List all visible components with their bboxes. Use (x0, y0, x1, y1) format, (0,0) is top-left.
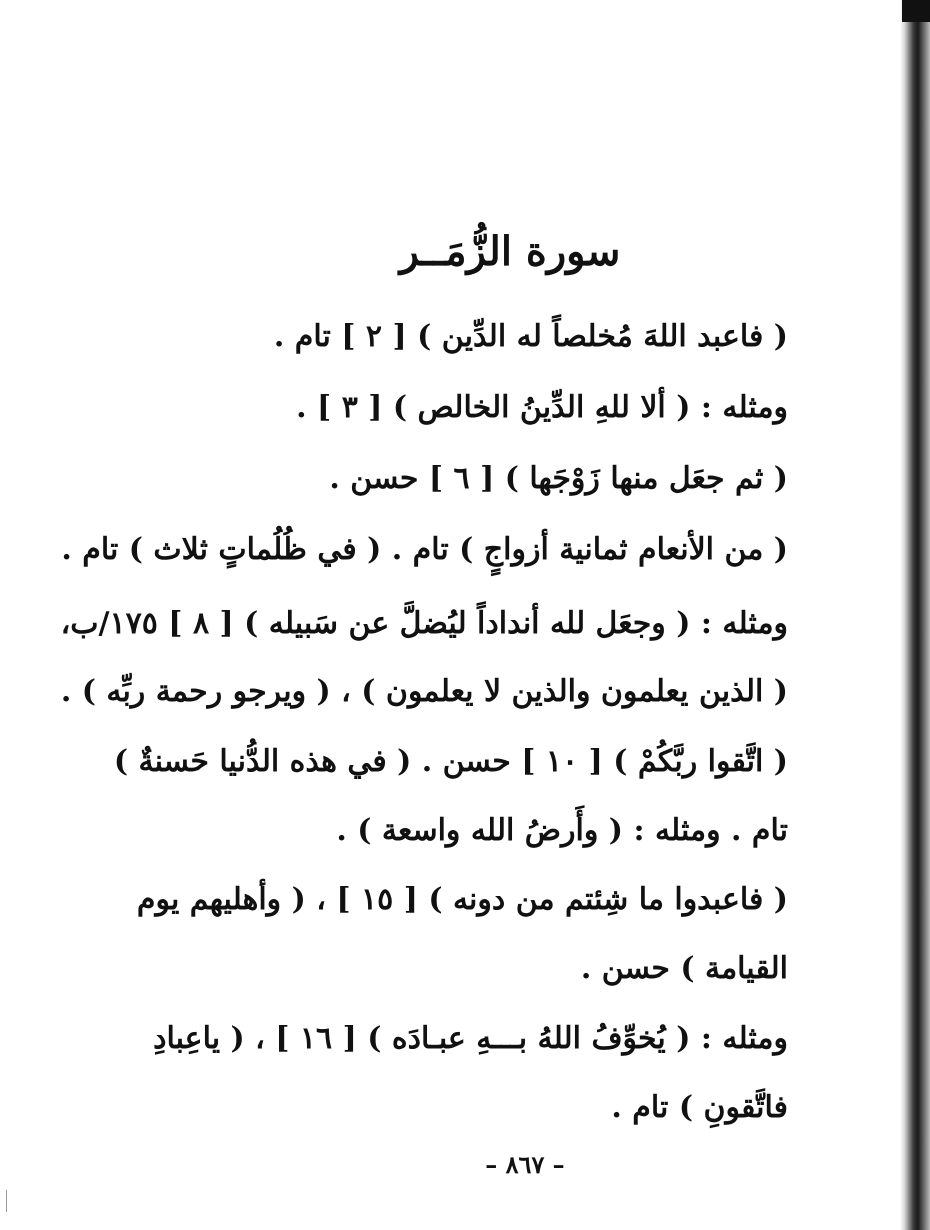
surah-title: سورة الزُّمَــر (399, 228, 621, 275)
book-spine-corner (902, 0, 930, 22)
text-line-4: ( من الأنعام ثمانية أزواجٍ ) تام . ( في ظُلُماتٍ ثلاث ) تام . (61, 532, 788, 567)
text-line-5: ومثله : ( وجعَل لله أنداداً ليُضلَّ عن سَبيله ) [ ٨ ] ١٧٥/ب، (60, 606, 788, 641)
text-line-8: تام . ومثله : ( وأَرضُ الله واسعة ) . (336, 813, 788, 848)
page-number: – ٨٦٧ – (485, 1150, 565, 1179)
text-line-2: ومثله : ( ألا للهِ الدِّينُ الخالص ) [ ٣ ] . (296, 390, 788, 425)
text-line-12: فاتَّقونِ ) تام . (611, 1090, 788, 1125)
text-line-9: ( فاعبدوا ما شِئتم من دونه ) [ ١٥ ] ، ( وأهليهم يوم (136, 882, 788, 917)
book-spine-edge (900, 0, 930, 1230)
text-line-10: القيامة ) حسن . (580, 951, 788, 986)
scan-speck (6, 1190, 7, 1212)
text-line-7: ( اتَّقوا ربَّكُمْ ) [ ١٠ ] حسن . ( في هذه الدُّنيا حَسنةٌ ) (113, 744, 788, 779)
text-line-1: ( فاعبد اللهَ مُخلصاً له الدِّين ) [ ٢ ] تام . (273, 319, 788, 354)
text-line-11: ومثله : ( يُخوِّفُ اللهُ بـــهِ عبـادَه ) [ ١٦ ] ، ( ياعِبادِ (153, 1021, 788, 1056)
text-line-6: ( الذين يعلمون والذين لا يعلمون ) ، ( ويرجو رحمة ربِّه ) . (60, 674, 788, 709)
text-line-3: ( ثم جعَل منها زَوْجَها ) [ ٦ ] حسن . (329, 461, 788, 496)
